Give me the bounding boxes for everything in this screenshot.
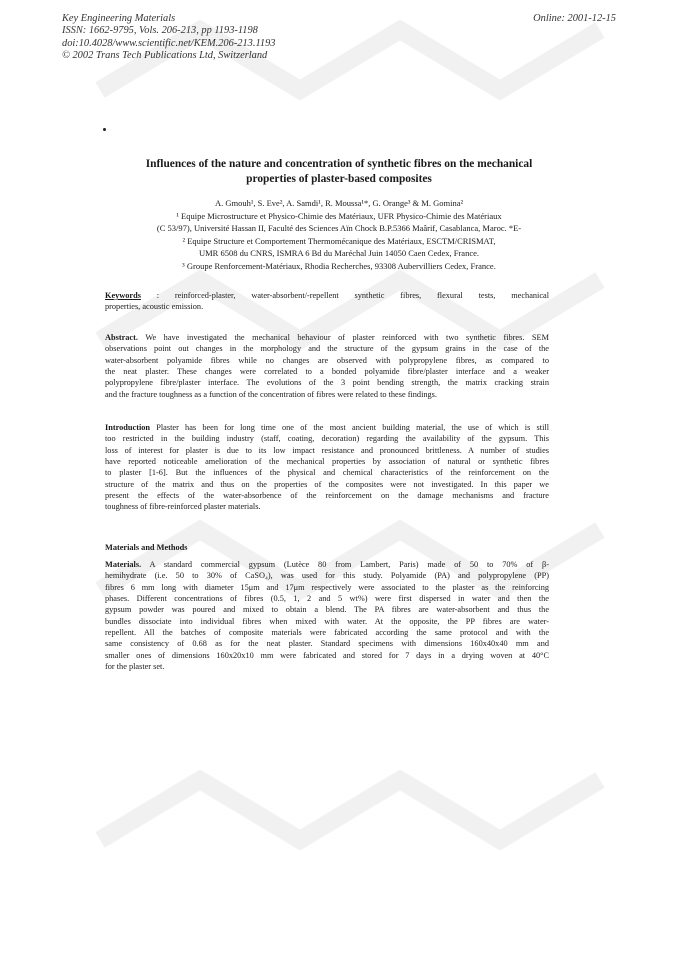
abstract-label: Abstract. [105,333,138,342]
materials-line: for the plaster set. [105,662,165,672]
materials-line: hemihydrate (i.e. 50 to 30% of CaSO₄), was used for this study. Polyamide (PA) and polypropylene (PP) [105,571,549,581]
materials-text: A standard commercial gypsum (Lutèce 80 from Lambert, Paris) made of 50 to 70% of β- [141,560,549,569]
materials-line: same consistency of 0.68 as for the neat plaster. Standard specimens with dimensions 160x40x40 mm and [105,639,549,649]
intro-line: present the effects of the water-absorbence of the reinforcement on the damage mechanisms and fracture [105,491,549,501]
title-line-2: properties of plaster-based composites [246,173,432,185]
affiliation-3: ³ Groupe Renforcement-Matériaux, Rhodia Recherches, 93308 Aubervilliers Cedex, France. [182,260,496,271]
intro-line: toughness of fibre-reinforced plaster materials. [105,502,261,512]
abstract-line: observations point out changes in the morphology and the structure of the gypsum grains in the case of the [105,344,549,354]
materials-line: fibres 6 mm long with diameter 15μm and 17μm respectively were associated to the plaster as the reinforcing [105,582,549,592]
copyright-line: © 2002 Trans Tech Publications Ltd, Switzerland [62,49,268,61]
doi-line: doi:10.4028/www.scientific.net/KEM.206-213.1193 [62,37,276,49]
introduction-label: Introduction [105,423,151,432]
abstract-line: water-absorbent polyamide fibres while no changes are observed with polypropylene fibres, as compared to [105,355,549,365]
introduction-section [105,422,549,513]
affiliation-1b: (C 53/97), Université Hassan II, Faculté des Sciences Aïn Chock B.P.5366 Maârif, Casablanca, Maroc. *E- [156,223,522,234]
paper-title [100,157,578,187]
title-line-1: Influences of the nature and concentration of synthetic fibres on the mechanical [145,158,533,170]
intro-line: to plaster [1-6]. But the influences of the physical and chemical characteristics of the reinforcement on the [105,468,549,478]
author-block [70,197,608,273]
methods-section [105,542,549,553]
methods-heading: Materials and Methods [105,543,188,552]
materials-line: smaller ones of dimensions 160x20x10 mm were fabricated and stored for 7 days in a drying woven at 40°C [105,650,549,660]
publication-header [62,13,275,62]
affiliation-2a: ² Equipe Structure et Comportement Thermomécanique des Matériaux, ESCTM/CRISMAT, [182,235,496,246]
intro-line: too restricted in the building industry (staff, coating, decoration) regarding the availability of the gypsum. This [105,434,549,444]
abstract-line: and the fracture toughness as a function of the concentration of fibres were related to these findings. [105,389,437,399]
abstract-line [105,332,549,343]
materials-line: gypsum powder was poured and mixed to obtain a blend. The PA fibres are water-absorbent and thus the [105,605,549,615]
intro-line: loss of interest for plaster is due to its low impact resistance and pronounced brittleness. A number of studies [105,445,549,455]
intro-line [105,422,549,433]
author-names: A. Gmouh¹, S. Eve², A. Samdi¹, R. Moussa¹*, G. Orange³ & M. Gomina² [214,198,464,208]
journal-name: Key Engineering Materials [62,13,176,24]
issn-line: ISSN: 1662-9795, Vols. 206-213, pp 1193-1198 [62,25,258,37]
materials-line [105,559,549,570]
materials-line: bundles dissociate into individual fibres when mixed with water. At the opposite, the PP fibres are water- [105,616,549,626]
abstract-line: the neat plaster. These changes were correlated to a bonded polyamide fibre/plaster interface and a weaker [105,367,549,377]
online-date: Online: 2001-12-15 [533,13,616,24]
materials-line: repellent. All the batches of composite materials were fabricated according the same protocol and with the [105,628,549,638]
materials-paragraph [105,559,549,672]
intro-line: have reported noticeable amelioration of the mechanical properties by association of natural or synthetic fibres [105,457,549,467]
abstract-line: polypropylene fibre/plaster interface. The evolutions of the 3 point bending strength, the matrix cracking strain [105,378,549,388]
abstract-section [105,332,549,400]
intro-line: structure of the matrix and thus on the properties of the composites were not investigated. In this paper we [105,479,549,489]
keywords-label: Keywords [105,291,141,300]
affiliation-2b: UMR 6508 du CNRS, ISMRA 6 Bd du Maréchal Juin 14050 Caen Cedex, France. [198,248,479,259]
intro-text: Plaster has been for long time one of the most ancient building material, the use of which is still [150,423,549,432]
materials-label: Materials. [105,560,142,569]
keywords-text-1: : reinforced-plaster, water-absorbent/-repellent synthetic fibres, flexural tests, mechanical [156,291,549,300]
keywords-line-2: properties, acoustic emission. [105,302,204,312]
abstract-text: We have investigated the mechanical behaviour of plaster reinforced with two synthetic fibres. SEM [137,333,549,342]
affiliation-1a: ¹ Equipe Microstructure et Physico-Chimie des Matériaux, UFR Physico-Chimie des Matériaux [176,210,502,221]
keywords-section [105,290,549,313]
bullet-mark [103,128,106,131]
materials-line: phases. Different concentrations of fibres (0.5, 1, 2 and 5 wt%) were first dispersed in water and then the [105,594,549,604]
keywords-line-1 [105,290,549,301]
